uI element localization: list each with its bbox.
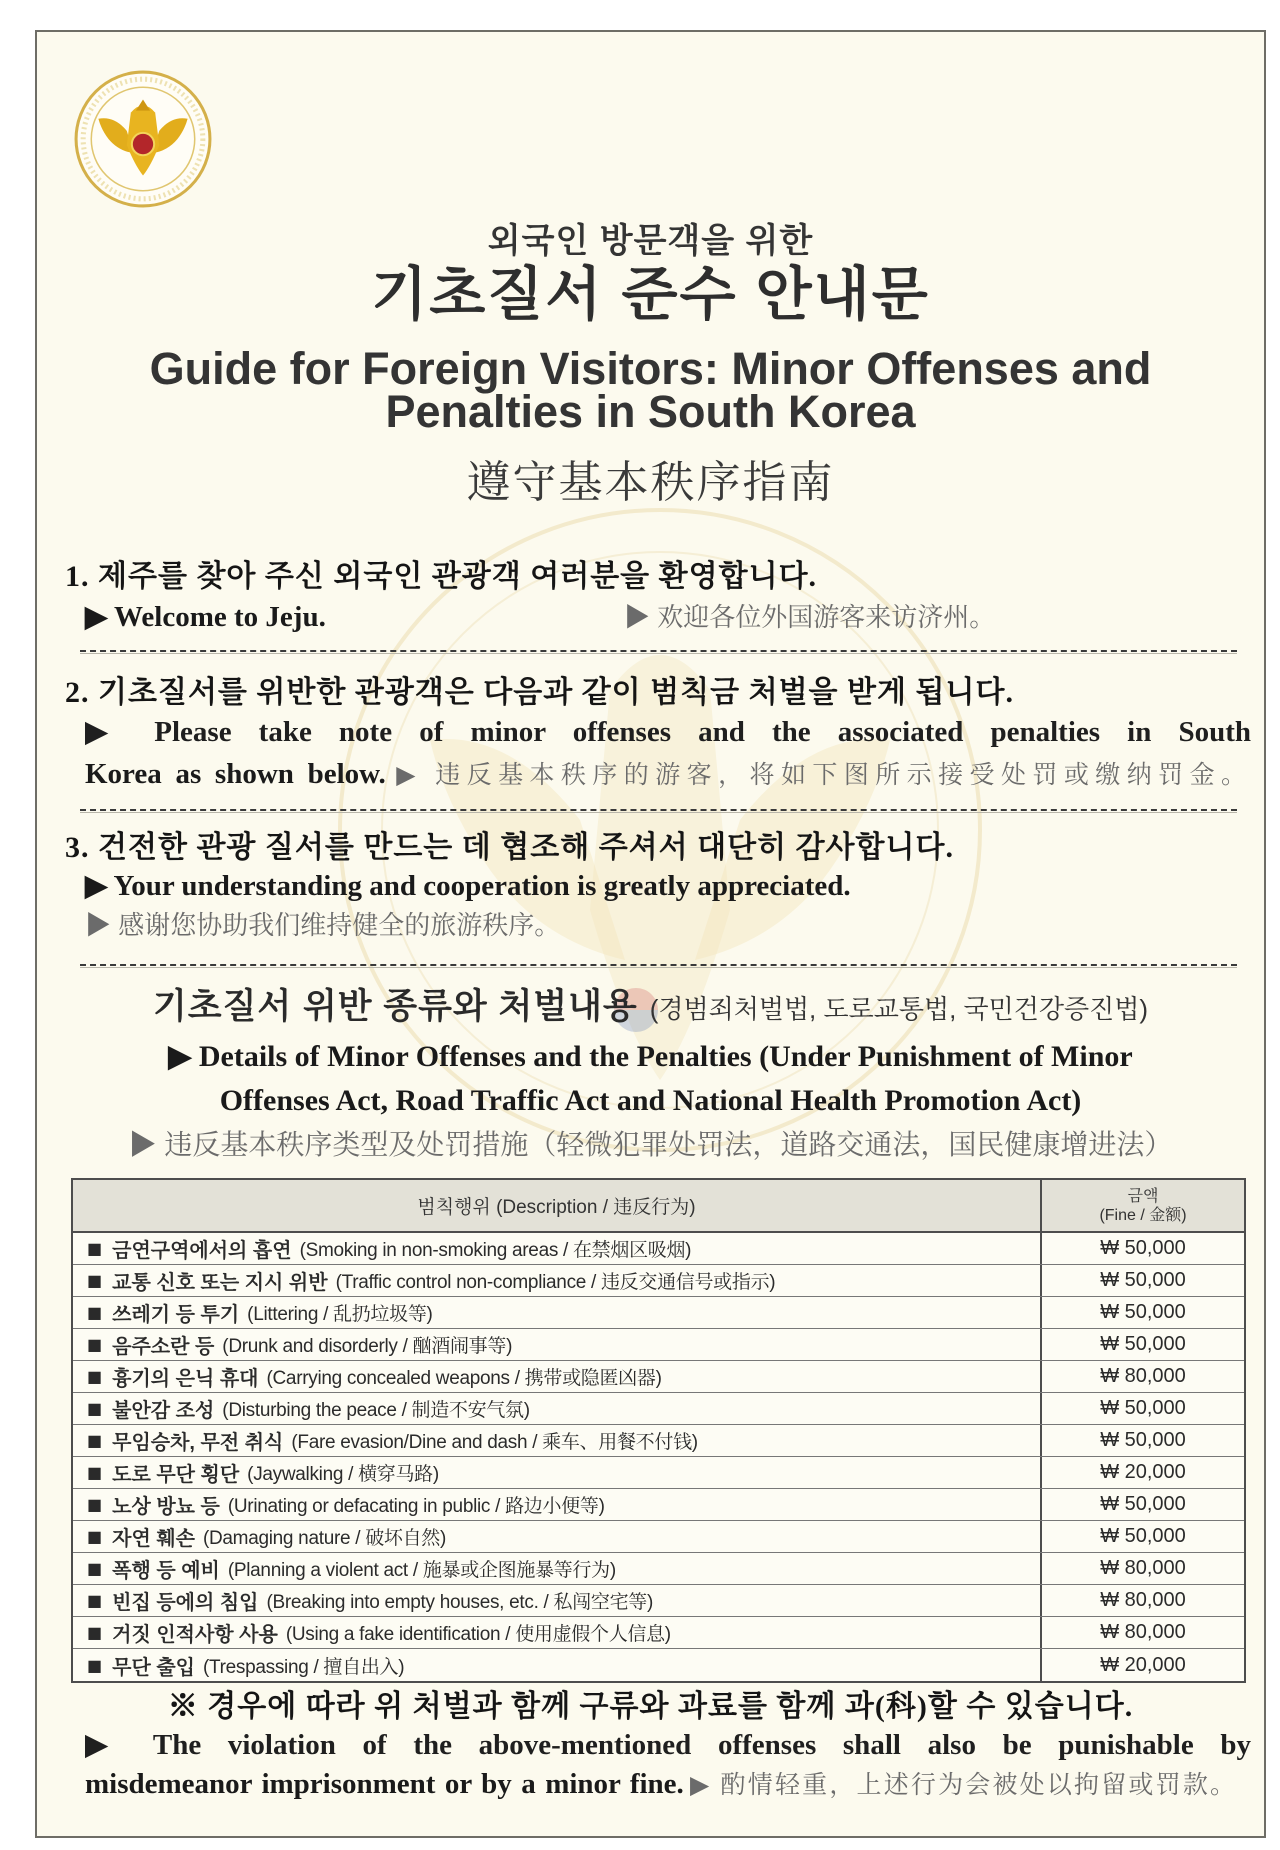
offense-description-cell xyxy=(73,1553,1040,1584)
fine-amount: ₩ 50,000 xyxy=(1040,1393,1244,1424)
offense-detail: (Smoking in non-smoking areas / 在禁烟区吸烟) xyxy=(299,1240,692,1261)
offense-name-korean: 쓰레기 등 투기 xyxy=(112,1304,240,1326)
section-1-chinese: ▶ 欢迎各位外国游客来访济州。 xyxy=(624,602,996,632)
offense-description-cell xyxy=(73,1617,1040,1648)
footer-english-line2: misdemeanor imprisonment or by a minor fine. xyxy=(85,1768,684,1800)
table-row xyxy=(73,1233,1244,1265)
section-2-chinese: ▶ 违反基本秩序的游客，将如下图所示接受处罚或缴纳罚金。 xyxy=(396,761,1246,789)
section-divider xyxy=(80,650,1237,654)
table-row xyxy=(73,1617,1244,1649)
penalties-heading xyxy=(35,986,1266,1030)
offense-detail: (Using a fake identification / 使用虚假个人信息) xyxy=(285,1624,671,1645)
row-bullet: ■ xyxy=(87,1655,103,1675)
offense-detail: (Damaging nature / 破坏自然) xyxy=(202,1528,447,1549)
table-header-description: 범칙행위 (Description / 违反行为) xyxy=(417,1197,696,1218)
offense-name-korean: 무단 출입 xyxy=(112,1656,195,1679)
table-body xyxy=(73,1233,1244,1681)
row-bullet: ■ xyxy=(87,1239,103,1258)
penalties-english-line2: Offenses Act, Road Traffic Act and National Health Promotion Act) xyxy=(219,1084,1082,1117)
penalties-table xyxy=(71,1178,1246,1683)
fine-amount: ₩ 50,000 xyxy=(1040,1489,1244,1520)
table-row xyxy=(73,1297,1244,1329)
row-bullet: ■ xyxy=(87,1431,103,1450)
fine-amount: ₩ 20,000 xyxy=(1040,1457,1244,1488)
section-2-line2 xyxy=(85,756,1246,792)
section-1-korean: 1. 제주를 찾아 주신 외국인 관광객 여러분을 환영합니다. xyxy=(65,560,818,593)
table-header-fine-label: (Fine / 金额) xyxy=(1099,1206,1187,1224)
row-bullet: ■ xyxy=(87,1559,103,1578)
row-bullet: ■ xyxy=(87,1303,103,1322)
offense-detail: (Breaking into empty houses, etc. / 私闯空宅等) xyxy=(266,1592,654,1613)
offense-description-cell xyxy=(73,1457,1040,1488)
offense-name-korean: 폭행 등 예비 xyxy=(112,1560,220,1582)
table-header-fine-korean: 금액 xyxy=(1127,1187,1159,1205)
footer-chinese: ▶ 酌情轻重，上述行为会被处以拘留或罚款。 xyxy=(690,1771,1235,1799)
offense-description-cell xyxy=(73,1361,1040,1392)
fine-amount: ₩ 80,000 xyxy=(1040,1553,1244,1584)
section-divider xyxy=(80,809,1237,813)
row-bullet: ■ xyxy=(87,1623,103,1642)
offense-name-korean: 흉기의 은닉 휴대 xyxy=(112,1368,259,1390)
footer-note-korean: ※ 경우에 따라 위 처벌과 함께 구류와 과료를 함께 과(科)할 수 있습니다. xyxy=(167,1690,1134,1723)
title-english-line2: Penalties in South Korea xyxy=(385,386,916,437)
offense-detail: (Drunk and disorderly / 酗酒闹事等) xyxy=(222,1336,513,1357)
fine-amount: ₩ 80,000 xyxy=(1040,1617,1244,1648)
row-bullet: ■ xyxy=(87,1527,103,1546)
offense-description-cell xyxy=(73,1585,1040,1616)
row-bullet: ■ xyxy=(87,1463,103,1482)
penalties-chinese: ▶ 违反基本秩序类型及处罚措施（轻微犯罪处罚法，道路交通法，国民健康增进法） xyxy=(128,1129,1173,1160)
penalties-heading-korean: 기초질서 위반 종류와 처벌내용 xyxy=(152,987,638,1026)
footer-line2 xyxy=(85,1766,1235,1802)
offense-description-cell xyxy=(73,1489,1040,1520)
table-row xyxy=(73,1457,1244,1489)
section-1-english: ▶ Welcome to Jeju. xyxy=(85,601,326,633)
fine-amount: ₩ 50,000 xyxy=(1040,1297,1244,1328)
fine-amount: ₩ 80,000 xyxy=(1040,1361,1244,1392)
offense-name-korean: 자연 훼손 xyxy=(112,1528,195,1550)
offense-detail: (Planning a violent act / 施暴或企图施暴等行为) xyxy=(227,1560,616,1581)
title-chinese: 遵守基本秩序指南 xyxy=(466,458,835,507)
table-row xyxy=(73,1265,1244,1297)
offense-description-cell xyxy=(73,1393,1040,1424)
row-bullet: ■ xyxy=(87,1495,103,1514)
row-bullet: ■ xyxy=(87,1271,103,1290)
offense-description-cell xyxy=(73,1329,1040,1360)
offense-description-cell xyxy=(73,1265,1040,1296)
table-row xyxy=(73,1553,1244,1585)
offense-name-korean: 교통 신호 또는 지시 위반 xyxy=(112,1272,328,1294)
footer-english-line1: ▶ The violation of the above-mentioned offenses shall also be punishable by xyxy=(85,1729,1251,1761)
fine-amount: ₩ 80,000 xyxy=(1040,1585,1244,1616)
section-divider xyxy=(80,964,1237,968)
table-header-fine xyxy=(1040,1180,1244,1231)
fine-amount: ₩ 50,000 xyxy=(1040,1425,1244,1456)
penalties-heading-laws: (경범죄처벌법, 도로교통법, 국민건강증진법) xyxy=(649,994,1149,1024)
offense-description-cell xyxy=(73,1425,1040,1456)
offense-name-korean: 노상 방뇨 등 xyxy=(112,1496,220,1518)
section-2-english-line1: ▶ Please take note of minor offenses and the associated penalties in South xyxy=(85,716,1251,748)
row-bullet: ■ xyxy=(87,1335,103,1354)
offense-detail: (Traffic control non-compliance / 违反交通信号或指示) xyxy=(335,1272,776,1293)
offense-detail: (Disturbing the peace / 制造不安气氛) xyxy=(222,1400,530,1421)
offense-name-korean: 빈집 등에의 침입 xyxy=(112,1592,259,1614)
offense-name-korean: 거짓 인적사항 사용 xyxy=(112,1624,278,1646)
section-3-korean: 3. 건전한 관광 질서를 만드는 데 협조해 주셔서 대단히 감사합니다. xyxy=(65,831,954,864)
offense-detail: (Carrying concealed weapons / 携带或隐匿凶器) xyxy=(266,1368,662,1389)
police-emblem-icon xyxy=(72,68,214,210)
offense-description-cell xyxy=(73,1297,1040,1328)
fine-amount: ₩ 50,000 xyxy=(1040,1265,1244,1296)
section-3-english: ▶ Your understanding and cooperation is greatly appreciated. xyxy=(85,870,851,902)
row-bullet: ■ xyxy=(87,1591,103,1610)
row-bullet: ■ xyxy=(87,1367,103,1386)
section-3-chinese: ▶ 感谢您协助我们维持健全的旅游秩序。 xyxy=(85,910,561,940)
offense-name-korean: 금연구역에서의 흡연 xyxy=(112,1240,292,1262)
table-row xyxy=(73,1393,1244,1425)
table-row xyxy=(73,1649,1244,1681)
title-korean-main: 기초질서 준수 안내문 xyxy=(371,262,930,327)
table-row xyxy=(73,1521,1244,1553)
offense-detail: (Fare evasion/Dine and dash / 乘车、用餐不付钱) xyxy=(291,1432,698,1453)
offense-detail: (Trespassing / 擅自出入) xyxy=(202,1656,405,1678)
offense-description-cell xyxy=(73,1233,1040,1264)
offense-name-korean: 불안감 조성 xyxy=(112,1400,215,1422)
table-row xyxy=(73,1489,1244,1521)
table-row xyxy=(73,1361,1244,1393)
offense-name-korean: 음주소란 등 xyxy=(112,1336,215,1358)
fine-amount: ₩ 50,000 xyxy=(1040,1233,1244,1264)
offense-name-korean: 무임승차, 무전 취식 xyxy=(112,1432,284,1454)
offense-detail: (Littering / 乱扔垃圾等) xyxy=(247,1304,433,1325)
table-row xyxy=(73,1425,1244,1457)
title-korean-subtitle: 외국인 방문객을 위한 xyxy=(487,222,814,260)
offense-description-cell xyxy=(73,1521,1040,1552)
section-2-english-line2: Korea as shown below. xyxy=(85,758,386,790)
table-row xyxy=(73,1585,1244,1617)
offense-name-korean: 도로 무단 횡단 xyxy=(112,1464,240,1486)
fine-amount: ₩ 50,000 xyxy=(1040,1329,1244,1360)
offense-description-cell xyxy=(73,1649,1040,1681)
offense-detail: (Urinating or defacating in public / 路边小便等) xyxy=(227,1496,605,1517)
offense-detail: (Jaywalking / 横穿马路) xyxy=(247,1464,439,1485)
fine-amount: ₩ 20,000 xyxy=(1040,1649,1244,1681)
table-row xyxy=(73,1329,1244,1361)
section-2-korean: 2. 기초질서를 위반한 관광객은 다음과 같이 범칙금 처벌을 받게 됩니다. xyxy=(65,676,1014,709)
penalties-english-line1: ▶ Details of Minor Offenses and the Penalties (Under Punishment of Minor xyxy=(168,1040,1133,1073)
table-header-row xyxy=(73,1180,1244,1233)
row-bullet: ■ xyxy=(87,1399,103,1418)
fine-amount: ₩ 50,000 xyxy=(1040,1521,1244,1552)
title-english-line1: Guide for Foreign Visitors: Minor Offenses and xyxy=(149,343,1152,394)
